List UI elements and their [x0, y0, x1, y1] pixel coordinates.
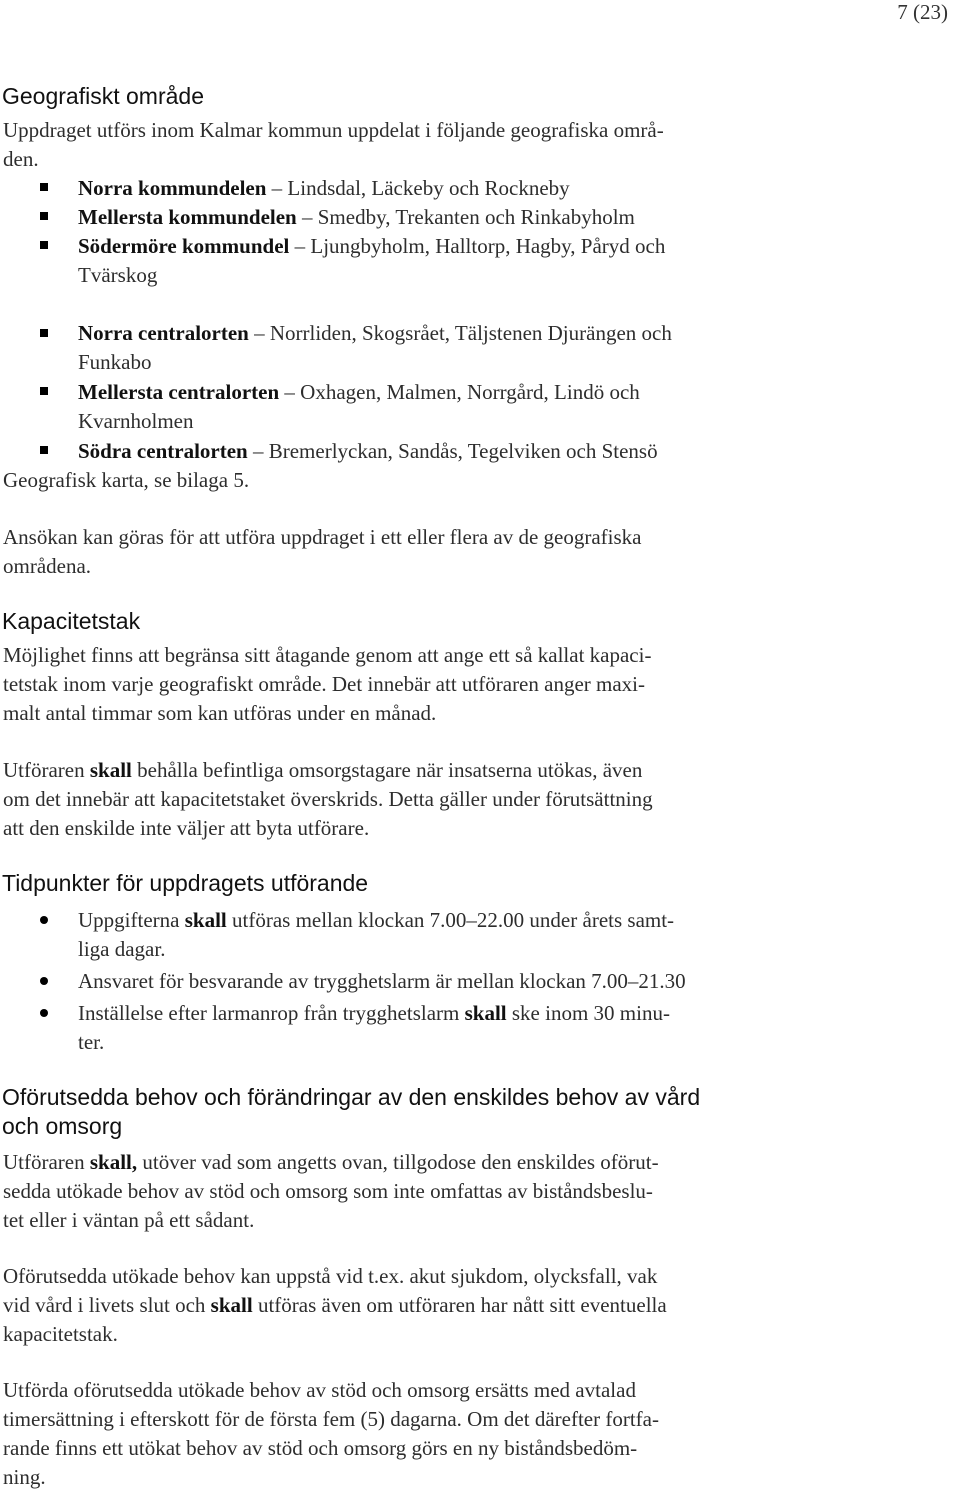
times-item: Ansvaret för besvarande av trygghetslarm är mellan klockan 7.00–21.30 — [78, 969, 686, 993]
unforeseen-p1-line-2: sedda utökade behov av stöd och omsorg som inte omfattas av biståndsbeslu- — [3, 1179, 653, 1203]
round-bullet-icon — [40, 916, 48, 924]
unforeseen-p3-line-4: ning. — [3, 1465, 46, 1489]
area-item-continuation: Funkabo — [78, 350, 152, 374]
unforeseen-p3-line-2: timersättning i efterskott för de första fem (5) dagarna. Om det därefter fortfa- — [3, 1407, 659, 1431]
square-bullet-icon — [40, 241, 48, 249]
unforeseen-p2-line-1: Oförutsedda utökade behov kan uppstå vid t.ex. akut sjukdom, olycksfall, vak — [3, 1264, 658, 1288]
application-line-1: Ansökan kan göras för att utföra uppdraget i ett eller flera av de geografiska — [3, 525, 642, 549]
heading-geographic-area: Geografiskt område — [2, 83, 204, 109]
square-bullet-icon — [40, 183, 48, 191]
unforeseen-p3-line-1: Utförda oförutsedda utökade behov av stöd och omsorg ersätts med avtalad — [3, 1378, 636, 1402]
capacity-p2-line-2: om det innebär att kapacitetstaket överskrids. Detta gäller under förutsättning — [3, 787, 653, 811]
area-item: Mellersta kommundelen – Smedby, Trekanten och Rinkabyholm — [78, 205, 635, 229]
intro-line-1: Uppdraget utförs inom Kalmar kommun uppdelat i följande geografiska områ- — [3, 118, 664, 142]
page-number: 7 (23) — [897, 0, 948, 24]
area-item: Norra kommundelen – Lindsdal, Läckeby och Rockneby — [78, 176, 570, 200]
times-item: Inställelse efter larmanrop från trygghetslarm skall ske inom 30 minu- — [78, 1001, 670, 1025]
area-item-continuation: Kvarnholmen — [78, 409, 194, 433]
capacity-p1-line-1: Möjlighet finns att begränsa sitt åtagande genom att ange ett så kallat kapaci- — [3, 643, 652, 667]
unforeseen-p1-line-3: tet eller i väntan på ett sådant. — [3, 1208, 255, 1232]
heading-capacity: Kapacitetstak — [2, 608, 141, 634]
map-reference: Geografisk karta, se bilaga 5. — [3, 468, 250, 492]
times-item: Uppgifterna skall utföras mellan klockan 7.00–22.00 under årets samt- — [78, 908, 675, 932]
square-bullet-icon — [40, 329, 48, 337]
capacity-p2-line-3: att den enskilde inte väljer att byta utförare. — [3, 816, 370, 840]
round-bullet-icon — [40, 977, 48, 985]
times-item-continuation: ter. — [78, 1030, 105, 1054]
heading-unforeseen-line-1: Oförutsedda behov och förändringar av den enskildes behov av vård — [2, 1084, 701, 1110]
unforeseen-p1-line-1: Utföraren skall, utöver vad som angetts ovan, tillgodose den enskildes oförut- — [3, 1150, 659, 1174]
capacity-p1-line-3: malt antal timmar som kan utföras under en månad. — [3, 701, 437, 725]
area-item: Mellersta centralorten – Oxhagen, Malmen, Norrgård, Lindö och — [78, 380, 640, 404]
capacity-p1-line-2: tetstak inom varje geografiskt område. Det innebär att utföraren anger maxi- — [3, 672, 645, 696]
unforeseen-p2-line-3: kapacitetstak. — [3, 1322, 118, 1346]
square-bullet-icon — [40, 387, 48, 395]
square-bullet-icon — [40, 212, 48, 220]
capacity-p2-line-1: Utföraren skall behålla befintliga omsorgstagare när insatserna utökas, även — [3, 758, 643, 782]
area-item: Södermöre kommundel – Ljungbyholm, Halltorp, Hagby, Påryd och — [78, 234, 666, 258]
round-bullet-icon — [40, 1009, 48, 1017]
intro-line-2: den. — [3, 147, 39, 171]
square-bullet-icon — [40, 446, 48, 454]
heading-unforeseen-line-2: och omsorg — [2, 1113, 123, 1139]
times-item-continuation: liga dagar. — [78, 937, 166, 961]
application-line-2: områdena. — [3, 554, 92, 578]
area-item: Norra centralorten – Norrliden, Skogsrået, Täljstenen Djurängen och — [78, 321, 672, 345]
heading-times: Tidpunkter för uppdragets utförande — [2, 870, 369, 896]
area-item: Södra centralorten – Bremerlyckan, Sandås, Tegelviken och Stensö — [78, 439, 658, 463]
area-item-continuation: Tvärskog — [78, 263, 158, 287]
unforeseen-p3-line-3: rande finns ett utökat behov av stöd och omsorg görs en ny biståndsbedöm- — [3, 1436, 638, 1460]
unforeseen-p2-line-2: vid vård i livets slut och skall utföras även om utföraren har nått sitt eventuella — [3, 1293, 667, 1317]
